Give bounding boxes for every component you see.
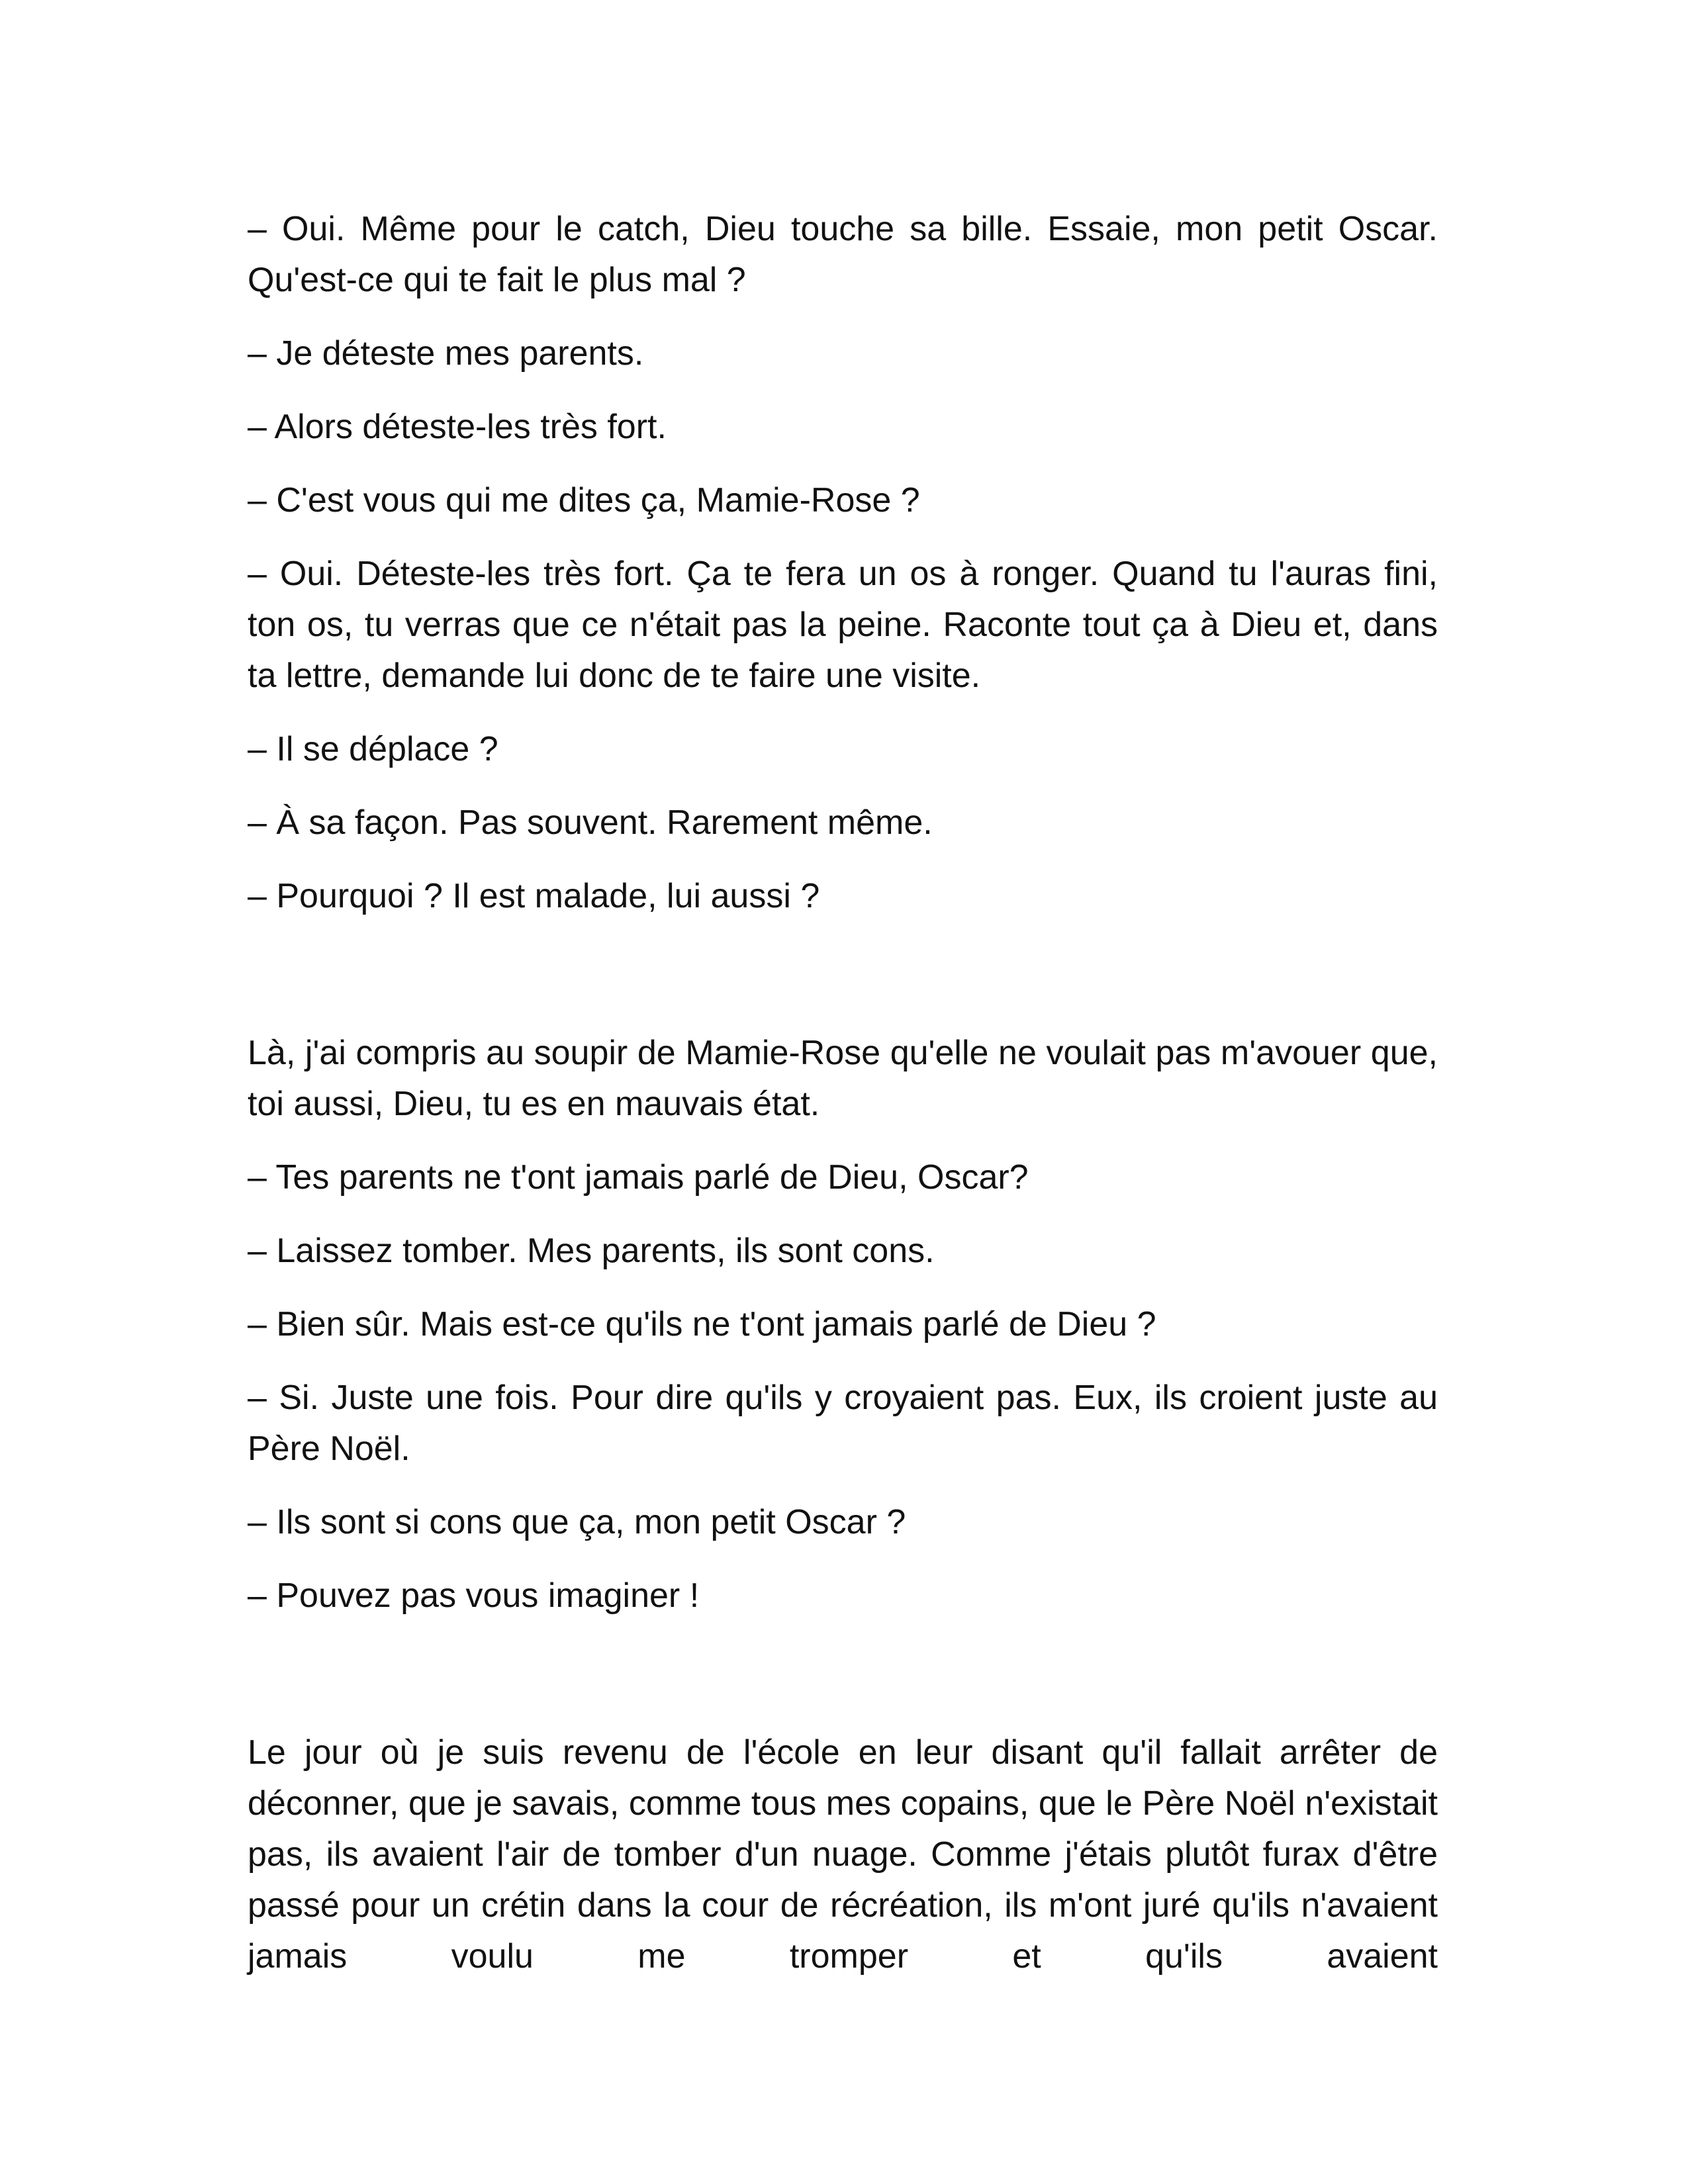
paragraph: – Bien sûr. Mais est-ce qu'ils ne t'ont jamais parlé de Dieu ? bbox=[248, 1305, 1156, 1343]
paragraph: – Tes parents ne t'ont jamais parlé de Dieu, Oscar? bbox=[248, 1158, 1029, 1197]
document-page bbox=[248, 204, 1438, 2005]
paragraph: – À sa façon. Pas souvent. Rarement même. bbox=[248, 803, 933, 842]
paragraph: – C'est vous qui me dites ça, Mamie-Rose ? bbox=[248, 481, 920, 520]
paragraph: – Je déteste mes parents. bbox=[248, 334, 644, 373]
paragraph: – Pourquoi ? Il est malade, lui aussi ? bbox=[248, 877, 820, 915]
paragraph: Là, j'ai compris au soupir de Mamie-Rose qu'elle ne voulait pas m'avouer que, toi aussi, Dieu, tu es en mauvais état. bbox=[248, 1034, 1438, 1123]
paragraph: – Si. Juste une fois. Pour dire qu'ils y croyaient pas. Eux, ils croient juste au Père Noël. bbox=[248, 1379, 1438, 1468]
section-gap bbox=[248, 1644, 1438, 1727]
paragraph: – Ils sont si cons que ça, mon petit Oscar ? bbox=[248, 1503, 906, 1541]
paragraph: – Oui. Même pour le catch, Dieu touche sa bille. Essaie, mon petit Oscar. Qu'est-ce qui te fait le plus mal ? bbox=[248, 210, 1438, 299]
paragraph: – Laissez tomber. Mes parents, ils sont cons. bbox=[248, 1232, 935, 1270]
paragraph: – Alors déteste-les très fort. bbox=[248, 408, 667, 446]
paragraph: Le jour où je suis revenu de l'école en leur disant qu'il fallait arrêter de déconner, que je savais, comme tous mes copains, que le Père Noël n'existait pas, ils avaient l'air de tomber d'un nuage. Comme j'étais plutôt furax d'être passé pour un crétin dans la cour de récréation, ils m'ont juré qu'ils n'avaient jamais voulu me tromper et qu'ils avaient bbox=[248, 1733, 1438, 1976]
section-gap bbox=[248, 944, 1438, 1028]
paragraph: – Pouvez pas vous imaginer ! bbox=[248, 1576, 700, 1615]
paragraph: – Il se déplace ? bbox=[248, 730, 498, 768]
paragraph: – Oui. Déteste-les très fort. Ça te fera un os à ronger. Quand tu l'auras fini, ton os, tu verras que ce n'était pas la peine. Raconte tout ça à Dieu et, dans ta lettre, demande lui donc de te faire une visite. bbox=[248, 555, 1438, 695]
